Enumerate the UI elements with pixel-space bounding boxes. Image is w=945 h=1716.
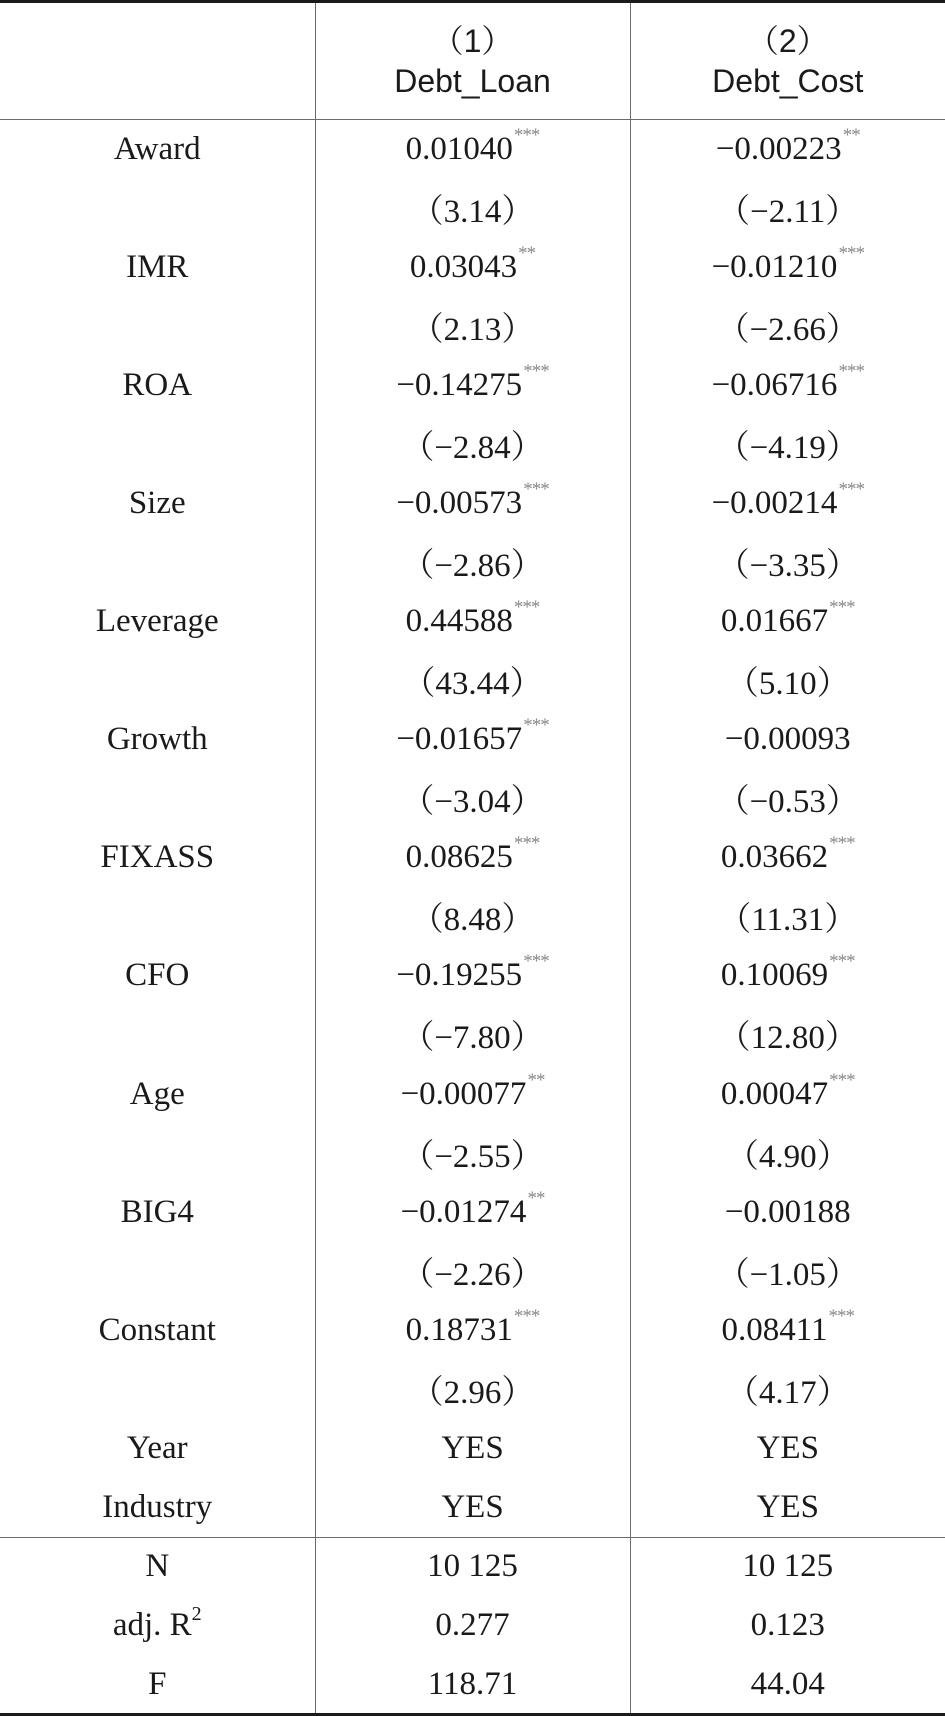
coefficient-value: −0.00223: [715, 130, 842, 167]
variable-name: [0, 179, 315, 238]
stat-label: N: [0, 1537, 315, 1596]
value-cell-col-2: [630, 651, 945, 710]
variable-name: Size: [128, 484, 186, 521]
variable-name: ROA: [122, 366, 193, 403]
value-cell-col-2: [630, 1065, 945, 1124]
value-cell-col-1: [315, 533, 630, 592]
value-cell-col-1: [315, 1478, 630, 1537]
variable-name: CFO: [125, 957, 190, 994]
coefficient-value: 0.08625: [405, 839, 513, 876]
value-cell-col-2: [630, 1419, 945, 1478]
value-cell-col-2: [630, 179, 945, 238]
coefficient-value: −0.06716: [711, 366, 838, 403]
coefficient-value: （−7.80）: [401, 1020, 544, 1057]
significance-stars: ***: [829, 1069, 855, 1091]
table-row: [0, 828, 945, 887]
significance-stars: ***: [513, 1305, 540, 1327]
value-cell-col-2: [630, 356, 945, 415]
significance-stars: **: [842, 124, 860, 146]
variable-name: [0, 297, 315, 356]
significance-stars: ***: [513, 833, 540, 855]
coefficient-value: −0.00573: [396, 484, 523, 521]
col-1-dependent-variable: Debt_Loan: [394, 63, 551, 99]
value-cell-col-2: [630, 710, 945, 769]
coefficient-value: （12.80）: [717, 1020, 858, 1057]
table-row: [0, 1242, 945, 1301]
significance-stars: ***: [828, 1305, 855, 1327]
variable-name: Age: [129, 1075, 185, 1112]
coefficient-value: （−2.66）: [716, 311, 859, 348]
coefficient-value: （4.17）: [725, 1374, 850, 1411]
value-cell-col-2: [630, 887, 945, 946]
stat-value-col-2: 10 125: [630, 1537, 945, 1596]
value-cell-col-1: [315, 651, 630, 710]
coefficient-value: （−2.11）: [717, 193, 859, 230]
value-cell-col-2: [630, 1301, 945, 1360]
stat-label: [0, 1596, 315, 1655]
coefficient-value: （4.90）: [725, 1138, 850, 1175]
significance-stars: ***: [523, 360, 549, 382]
coefficient-value: 0.08411: [721, 1311, 828, 1348]
value-cell-col-1: [315, 179, 630, 238]
coefficient-value: （11.31）: [718, 902, 858, 939]
value-cell-col-2: [630, 238, 945, 297]
table-row: [0, 1360, 945, 1419]
significance-stars: ***: [513, 124, 540, 146]
value-cell-col-2: [630, 828, 945, 887]
significance-stars: ***: [513, 597, 540, 619]
col-2-dependent-variable: Debt_Cost: [712, 63, 864, 99]
variable-name: [0, 533, 315, 592]
significance-stars: ***: [829, 951, 855, 973]
table-row: [0, 1419, 945, 1478]
col-2-number: （2）: [746, 23, 829, 59]
coefficient-value: （−3.35）: [716, 547, 859, 584]
value-cell-col-2: [630, 474, 945, 533]
table-row: [0, 710, 945, 769]
table-row: [0, 297, 945, 356]
variable-name: [0, 415, 315, 474]
table-row: [0, 1005, 945, 1064]
coefficient-value: −0.00188: [724, 1193, 851, 1230]
variable-name: Growth: [106, 721, 208, 758]
value-cell-col-2: [630, 1005, 945, 1064]
coefficient-value: −0.00214: [711, 484, 838, 521]
coefficient-value: （−2.55）: [401, 1138, 544, 1175]
value-cell-col-1: [315, 828, 630, 887]
table-row: [0, 592, 945, 651]
table-row: [0, 1065, 945, 1124]
significance-stars: ***: [829, 833, 855, 855]
significance-stars: ***: [838, 478, 864, 500]
stat-row-n: [0, 1537, 945, 1596]
table-row: [0, 415, 945, 474]
coefficient-value: 0.01667: [720, 603, 829, 640]
value-cell-col-2: [630, 1478, 945, 1537]
coefficient-value: −0.00077: [400, 1075, 527, 1112]
coefficient-value: （−2.86）: [401, 547, 544, 584]
value-cell-col-1: [315, 887, 630, 946]
stat-label: F: [0, 1655, 315, 1714]
variable-name: Award: [113, 130, 201, 167]
table-row: [0, 356, 945, 415]
value-cell-col-1: [315, 1242, 630, 1301]
variable-name: [0, 1005, 315, 1064]
value-cell-col-2: [630, 1242, 945, 1301]
table-body: [0, 120, 945, 1715]
significance-stars: ***: [829, 597, 855, 619]
coefficient-value: （−1.05）: [716, 1256, 859, 1293]
table-row: [0, 946, 945, 1005]
table-row: [0, 887, 945, 946]
stat-value-col-2: 0.123: [630, 1596, 945, 1655]
r2-superscript: 2: [191, 1603, 202, 1626]
variable-name: Constant: [98, 1311, 216, 1348]
coefficient-value: YES: [756, 1429, 819, 1466]
value-cell-col-2: [630, 1183, 945, 1242]
value-cell-col-2: [630, 1124, 945, 1183]
variable-name: [0, 1360, 315, 1419]
value-cell-col-1: [315, 1124, 630, 1183]
value-cell-col-1: [315, 297, 630, 356]
significance-stars: ***: [523, 715, 549, 737]
table-row: [0, 1124, 945, 1183]
table-row: [0, 651, 945, 710]
table-row: [0, 1478, 945, 1537]
variable-name: [0, 1242, 315, 1301]
table-row: [0, 769, 945, 828]
coefficient-value: −0.01274: [400, 1193, 527, 1230]
table-header: [0, 2, 945, 120]
stat-value-col-2: 44.04: [630, 1655, 945, 1714]
coefficient-value: −0.14275: [396, 366, 523, 403]
variable-name: Year: [126, 1429, 188, 1466]
header-col-2: [630, 2, 945, 120]
coefficient-value: 0.44588: [405, 603, 513, 640]
variable-name: Industry: [102, 1488, 213, 1525]
value-cell-col-1: [315, 1183, 630, 1242]
variable-name: [0, 1124, 315, 1183]
value-cell-col-2: [630, 769, 945, 828]
significance-stars: **: [527, 1187, 545, 1209]
value-cell-col-1: [315, 120, 630, 179]
variable-name: BIG4: [120, 1193, 194, 1230]
coefficient-value: 0.18731: [405, 1311, 513, 1348]
coefficient-value: （2.13）: [410, 311, 535, 348]
coefficient-value: （8.48）: [410, 902, 535, 939]
coefficient-value: （−2.84）: [401, 429, 544, 466]
coefficient-value: （−3.04）: [401, 784, 544, 821]
significance-stars: ***: [838, 360, 864, 382]
value-cell-col-2: [630, 297, 945, 356]
value-cell-col-1: [315, 356, 630, 415]
value-cell-col-1: [315, 474, 630, 533]
coefficient-value: YES: [441, 1429, 504, 1466]
value-cell-col-1: [315, 1005, 630, 1064]
value-cell-col-1: [315, 1419, 630, 1478]
variable-name: [0, 769, 315, 828]
value-cell-col-1: [315, 1301, 630, 1360]
value-cell-col-1: [315, 710, 630, 769]
value-cell-col-1: [315, 1065, 630, 1124]
table-row: [0, 1301, 945, 1360]
value-cell-col-1: [315, 1360, 630, 1419]
coefficient-value: YES: [756, 1488, 819, 1525]
value-cell-col-2: [630, 415, 945, 474]
coefficient-value: −0.01210: [711, 248, 838, 285]
value-cell-col-2: [630, 1360, 945, 1419]
coefficient-value: （−0.53）: [716, 784, 859, 821]
value-cell-col-2: [630, 533, 945, 592]
coefficient-value: 0.03043: [409, 248, 518, 285]
coefficient-value: 0.00047: [720, 1075, 829, 1112]
variable-name: [0, 651, 315, 710]
coefficient-value: （43.44）: [402, 666, 543, 703]
stat-row-adj-r2: [0, 1596, 945, 1655]
adj-r2-label: adj. R: [112, 1607, 192, 1644]
table-row: [0, 179, 945, 238]
header-corner-cell: [0, 2, 315, 120]
coefficient-value: 0.01040: [405, 130, 513, 167]
header-col-1: [315, 2, 630, 120]
variable-name: IMR: [126, 248, 189, 285]
table-row: [0, 474, 945, 533]
significance-stars: ***: [523, 951, 549, 973]
value-cell-col-1: [315, 415, 630, 474]
value-cell-col-1: [315, 592, 630, 651]
stat-value-col-1: 118.71: [315, 1655, 630, 1714]
value-cell-col-1: [315, 769, 630, 828]
variable-name: FIXASS: [100, 839, 215, 876]
table-row: [0, 533, 945, 592]
coefficient-value: （−4.19）: [716, 429, 859, 466]
significance-stars: **: [518, 242, 536, 264]
stat-value-col-1: 10 125: [315, 1537, 630, 1596]
coefficient-value: （−2.26）: [401, 1256, 544, 1293]
significance-stars: **: [527, 1069, 545, 1091]
variable-name: [0, 887, 315, 946]
table-row: [0, 238, 945, 297]
table-row: [0, 1183, 945, 1242]
coefficient-value: −0.00093: [724, 721, 851, 758]
coefficient-value: 0.10069: [720, 957, 829, 994]
stat-value-col-1: 0.277: [315, 1596, 630, 1655]
coefficient-value: （3.14）: [410, 193, 535, 230]
value-cell-col-2: [630, 120, 945, 179]
value-cell-col-1: [315, 238, 630, 297]
table-row: [0, 120, 945, 179]
variable-name: Leverage: [95, 603, 219, 640]
coefficient-value: 0.03662: [720, 839, 829, 876]
coefficient-value: −0.19255: [396, 957, 523, 994]
coefficient-value: YES: [441, 1488, 504, 1525]
significance-stars: ***: [523, 478, 549, 500]
col-1-number: （1）: [431, 23, 514, 59]
significance-stars: ***: [838, 242, 864, 264]
value-cell-col-2: [630, 946, 945, 1005]
coefficient-value: （2.96）: [410, 1374, 535, 1411]
header-row: [0, 2, 945, 120]
coefficient-value: −0.01657: [396, 721, 523, 758]
value-cell-col-2: [630, 592, 945, 651]
stat-row-f: [0, 1655, 945, 1714]
value-cell-col-1: [315, 946, 630, 1005]
coefficient-value: （5.10）: [725, 666, 850, 703]
